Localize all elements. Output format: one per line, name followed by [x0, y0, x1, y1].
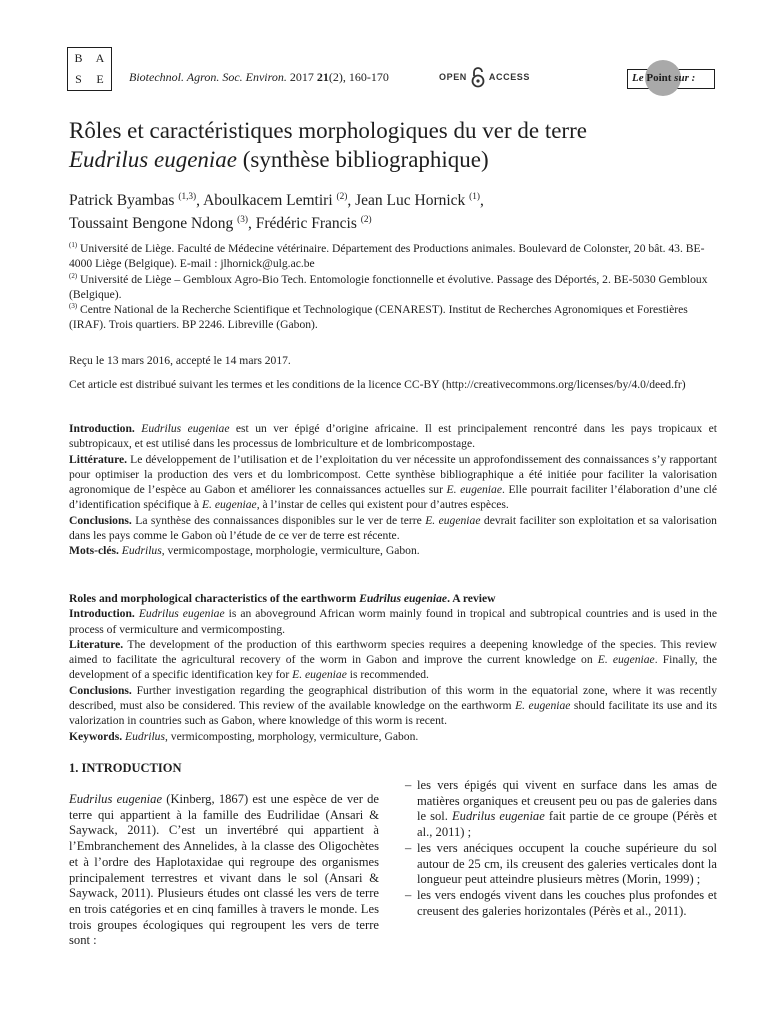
species-name: E. eugeniae — [515, 699, 571, 713]
article-title — [69, 116, 729, 174]
open-access-badge — [439, 66, 530, 88]
section-text: devrait faciliter son exploitation et sa valorisation dans les pays comme le Gabon où l’étude de ce ver de terre est récente. — [69, 513, 717, 543]
section-text: should facilitate its use and its valorization in countries such as Gabon, where knowledge of this worm is recent. — [69, 699, 717, 728]
open-lock-icon — [470, 66, 486, 88]
abstract-en-title — [69, 591, 717, 606]
species-name: Eudrilus — [118, 544, 162, 558]
abstract-en-literature — [69, 637, 717, 683]
section-label: Mots-clés. — [69, 544, 119, 558]
le-point-sur-badge — [627, 69, 715, 89]
species-name: Eudrilus eugeniae — [134, 422, 230, 435]
journal-citation — [129, 70, 389, 85]
species-name: E. eugeniae — [597, 653, 655, 667]
logo-letter: A — [95, 51, 105, 65]
abstract-fr — [69, 421, 717, 559]
author-name: Jean Luc Hornick — [355, 192, 470, 209]
section-label: Literature. — [69, 637, 124, 651]
list-item-text: fait partie de ce groupe (Pérès et al., 2011) ; — [417, 809, 717, 840]
list-item-text: les vers endogés vivent dans les couches plus profondes et creusent des galeries horizontales (Pérès et al., 2011). — [417, 887, 717, 918]
affiliation-text: Université de Liège. Faculté de Médecine vétérinaire. Département des Productions animales. Boulevard de Colonster, 20 bât. 43. BE-4000 Liège (Belgique). E-mail : jlhornick@ulg.ac.be — [69, 242, 705, 271]
ecological-groups-list — [405, 778, 717, 919]
section-text: , à l’instar de celles qui existent pour d’autres espèces. — [256, 498, 509, 512]
point-text — [632, 72, 695, 84]
species-name: Eudrilus eugeniae — [69, 792, 163, 806]
author-affil: (2) — [336, 191, 348, 202]
open-label: OPEN — [439, 72, 467, 82]
species-name: E. eugeniae — [201, 498, 257, 512]
section-text: . Elle pourrait faciliter l’élaboration d’une clé d’identification spécifique à — [69, 483, 717, 512]
title-rest: (synthèse bibliographique) — [237, 147, 489, 172]
section-text: is recommended. — [346, 668, 429, 682]
section-label: Introduction. — [69, 607, 135, 621]
list-item — [405, 778, 717, 841]
abstract-en — [69, 591, 717, 744]
species-name: Eudrilus — [122, 729, 165, 743]
abstract-en-conclusions — [69, 683, 717, 729]
list-item — [405, 888, 717, 919]
abstract-fr-keywords — [69, 543, 717, 558]
list-item-text: les vers épigés qui vivent en surface dans les amas de matières organiques et creusent peu ou pas de galeries dans le sol. — [417, 778, 717, 824]
authors — [69, 189, 729, 235]
author-affil: (1,3) — [178, 191, 197, 202]
journal-volume: 21 — [316, 70, 329, 84]
species-name: E. eugeniae — [292, 668, 347, 682]
affiliation-number: (3) — [69, 302, 78, 311]
section-text: , vermicompostage, morphologie, vermiculture, Gabon. — [161, 544, 420, 558]
affiliation-item — [69, 272, 719, 303]
author-affil: (3) — [237, 214, 248, 225]
abstract-fr-litterature — [69, 452, 717, 513]
access-label: ACCESS — [488, 72, 531, 82]
point-prefix: Le — [632, 72, 647, 84]
section-text: . Finally, the development of a specific identification key for — [69, 653, 717, 682]
section-text: The development of the production of this earthworm species requires a deepening knowledge of the species. This review aimed to facilitate the agricultural recovery of the worm in Gabon and improve the current knowledge on — [69, 637, 717, 667]
species-name: Eudrilus eugeniae — [134, 607, 225, 621]
author-affil: (2) — [360, 214, 372, 225]
section-heading-introduction: 1. INTRODUCTION — [69, 761, 182, 775]
title-species: Eudrilus eugeniae — [69, 147, 237, 172]
author-sep: , — [247, 215, 256, 232]
species-name: Eudrilus eugeniae — [451, 809, 545, 824]
affiliations — [69, 241, 719, 333]
affiliation-item — [69, 302, 719, 333]
affiliation-text: Université de Liège – Gembloux Agro-Bio Tech. Entomologie fonctionnelle et évolutive. Passage des Déportés, 2. BE-5030 Gembloux (Belgique). — [69, 272, 708, 301]
section-text: Le développement de l’utilisation et de l’exploitation du ver nécessite un approfondissement des connaissances s’y rapportant pour optimiser la production des vers et du lombricompost. Cette synthèse bibliographique a été initiée pour faciliter la valorisation agronomique de l’espèce au Gabon et améliorer les connaissances actuelles sur — [69, 452, 717, 497]
body-paragraph — [69, 792, 379, 949]
author-sep: , — [196, 192, 204, 209]
abstract-en-introduction — [69, 606, 717, 637]
logo-letter: S — [75, 72, 83, 86]
affiliation-number: (2) — [69, 271, 78, 280]
base-logo — [67, 47, 112, 91]
affiliation-item — [69, 241, 719, 272]
received-date: Reçu le 13 mars 2016, accepté le 14 mars 2017. — [69, 354, 291, 367]
author-name: Patrick Byambas — [69, 192, 179, 209]
affiliation-number: (1) — [69, 241, 78, 250]
journal-issue-pages: (2), 160-170 — [328, 70, 389, 84]
logo-letter: E — [96, 72, 105, 86]
author-affil: (1) — [469, 191, 481, 202]
paragraph-text: (Kinberg, 1867) est une espèce de ver de terre qui appartient à la famille des Eudrilidae (Ansari & Saywack, 2011). C’est un invertébré qui appartient à l’Embranchement des Annelides, à la classe des Oligochètes et à l’ordre des Haplotaxidae qui regroupe des organismes principalement terrestres et vivant dans le sol (Ansari & Saywack, 2011). Plusieurs études ont classé les vers de terre en trois catégories et en cinq familles à travers le monde. Les trois groupes écologiques qui regroupent les vers de terre sont : — [69, 792, 379, 948]
title-line1: Rôles et caractéristiques morphologiques du ver de terre — [69, 118, 587, 143]
list-item-text: les vers anéciques occupent la couche supérieure du sol autour de 25 cm, ils creusent des galeries verticales dont la longueur peut atteindre plusieurs mètres (Morin, 1999) ; — [417, 840, 717, 887]
author-sep: , — [480, 192, 484, 209]
abstract-en-keywords — [69, 729, 717, 744]
journal-year: 2017 — [286, 70, 317, 84]
abstract-fr-introduction — [69, 421, 717, 452]
section-text: is an aboveground African worm mainly found in tropical and subtropical countries and is used in the process of vermiculture and vermicomposting. — [69, 607, 717, 636]
author-name: Toussaint Bengone Ndong — [69, 215, 238, 232]
author-sep: , — [347, 192, 356, 209]
abstract-fr-conclusions — [69, 513, 717, 544]
section-label: Littérature. — [69, 452, 128, 466]
point-suffix: sur : — [671, 72, 696, 84]
species-name: Eudrilus eugeniae — [359, 592, 448, 605]
abstract-en-title-text: Roles and morphological characteristics of the earthworm — [69, 592, 360, 605]
list-item — [405, 841, 717, 888]
section-label: Conclusions. — [69, 513, 132, 527]
section-label: Conclusions. — [69, 683, 132, 697]
point-word: Point — [646, 72, 672, 84]
author-name: Aboulkacem Lemtiri — [203, 192, 337, 209]
section-text: , vermicomposting, morphology, vermiculture, Gabon. — [164, 729, 419, 743]
logo-letter: B — [74, 51, 83, 65]
section-label: Introduction. — [69, 422, 135, 435]
author-name: Frédéric Francis — [255, 215, 361, 232]
species-name: E. eugeniae — [446, 483, 502, 497]
species-name: E. eugeniae — [425, 513, 481, 527]
abstract-en-title-suffix: . A review — [447, 592, 496, 605]
section-label: Keywords. — [69, 729, 123, 743]
license-text: Cet article est distribué suivant les termes et les conditions de la licence CC-BY (http://creativecommons.org/licenses/by/4.0/deed.fr) — [69, 378, 686, 391]
section-text: Further investigation regarding the geographical distribution of this worm in the equatorial zone, where it was recently described, must also be considered. This review of the available knowledge on the earthworm — [69, 683, 717, 713]
journal-name: Biotechnol. Agron. Soc. Environ. — [129, 70, 287, 84]
section-text: est un ver épigé d’origine africaine. Il est principalement rencontré dans les pays tropicaux et subtropicaux, et est utilisé dans les processus de lombriculture et de lombricompostage. — [69, 422, 717, 451]
affiliation-text: Centre National de la Recherche Scientifique et Technologique (CENAREST). Institut de Recherches Agronomiques et Forestières (IRAF). Trois quartiers. BP 2246. Libreville (Gabon). — [69, 303, 688, 332]
section-text: La synthèse des connaissances disponibles sur le ver de terre — [131, 513, 426, 527]
